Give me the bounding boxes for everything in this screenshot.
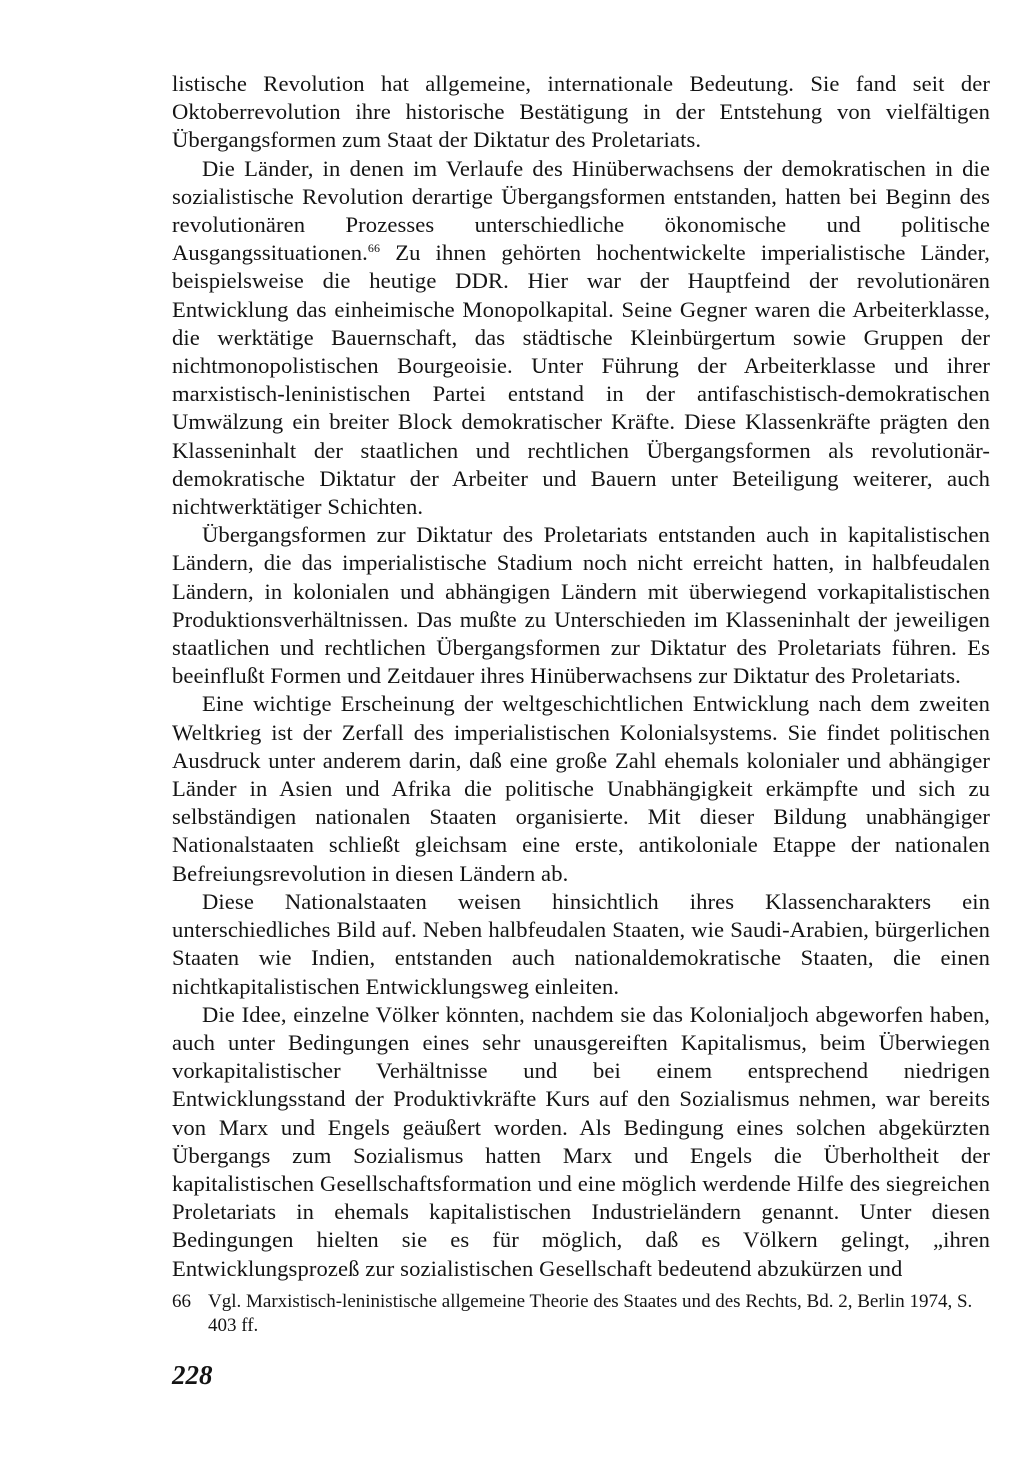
paragraph-4: Eine wichtige Erscheinung der weltgeschichtlichen Entwicklung nach dem zweiten Weltkrieg ist der Zerfall des imperialistischen Kolonialsystems. Sie findet politischen Ausdruck unter anderem darin, daß eine große Zahl ehemals kolonialer und abhängiger Länder in Asien und Afrika die politische Unabhängigkeit erkämpfte und sich zu selbständigen nationalen Staaten organisierte. Mit dieser Bildung unabhängiger Nationalstaaten schließt gleichsam eine erste, antikoloniale Etappe der nationalen Befreiungsrevolution in diesen Ländern ab. <box>172 691 990 886</box>
paragraph-6: Die Idee, einzelne Völker könnten, nachdem sie das Kolonialjoch abgeworfen haben, auch unter Bedingungen eines sehr unausgereiften Kapitalismus, beim Überwiegen vorkapitalistischer Verhältnisse und bei einem entsprechend niedrigen Entwicklungsstand der Produktivkräfte Kurs auf den Sozialismus nehmen, war bereits von Marx und Engels geäußert worden. Als Bedingung eines solchen abgekürzten Übergangs zum Sozialismus hatten Marx und Engels die Überholtheit der kapitalistischen Gesellschaftsformation und eine möglich werdende Hilfe des siegreichen Proletariats in ehemals kapitalistischen Industrieländern genannt. Unter diesen Bedingungen hielten sie es für möglich, daß es Völkern gelingt, „ihren Entwicklungsprozeß zur sozialistischen Gesellschaft bedeutend abzukürzen und <box>172 1001 990 1281</box>
paragraph-2-text-a: Die Länder, in denen im Verlaufe des Hinüberwachsens der demokratischen in die sozialistische Revolution derartige Übergangsformen entstanden, hatten bei Beginn des revolutionären Prozesses unterschiedliche ökonomische und politische Ausgangssituationen. <box>172 155 990 266</box>
paragraph-1: listische Revolution hat allgemeine, internationale Bedeutung. Sie fand seit der Oktoberrevolution ihre historische Bestätigung in der Entstehung von vielfältigen Übergangsformen zum Staat der Diktatur des Proletariats. <box>172 71 990 153</box>
footnote-text: Vgl. Marxistisch-leninistische allgemeine Theorie des Staates und des Rechts, Bd. 2, Berlin 1974, S. 403 ff. <box>208 1291 973 1336</box>
footnote-number: 66 <box>172 1291 191 1312</box>
page-body <box>172 70 990 1283</box>
paragraph-5: Diese Nationalstaaten weisen hinsichtlich ihres Klassencharakters ein unterschiedliches Bild auf. Neben halbfeudalen Staaten, wie Saudi-Arabien, bürgerlichen Staaten wie Indien, entstanden auch nationaldemokratische Staaten, die einen nichtkapitalistischen Entwicklungsweg einleiten. <box>172 888 990 999</box>
paragraph-2-text-b: Zu ihnen gehörten hochentwickelte imperialistische Länder, beispielsweise die heutige DDR. Hier war der Hauptfeind der revolutionären Entwicklung das einheimische Monopolkapital. Seine Gegner waren die Arbeiterklasse, die werktätige Bauernschaft, das städtische Kleinbürgertum sowie Gruppen der nichtmonopolistischen Bourgeoisie. Unter Führung der Arbeiterklasse und ihrer marxistisch-leninistischen Partei entstand in der antifaschistisch-demokratischen Umwälzung ein breiter Block demokratischer Kräfte. Diese Klassenkräfte prägten den Klasseninhalt der staatlichen und rechtlichen Übergangsformen als revolutionär-demokratische Diktatur der Arbeiter und Bauern unter Beteiligung weiterer, auch nichtwerktätiger Schichten. <box>172 240 990 520</box>
footnote-reference: 66 <box>367 241 381 256</box>
page-number: 228 <box>172 1360 213 1390</box>
paragraph-2 <box>172 155 990 522</box>
paragraph-3: Übergangsformen zur Diktatur des Proletariats entstanden auch in kapitalistischen Ländern, die das imperialistische Stadium noch nicht erreicht hatten, in halbfeudalen Ländern, in kolonialen und abhängigen Ländern mit überwiegend vorkapitalistischen Produktionsverhältnissen. Das mußte zu Unterschieden im Klasseninhalt der jeweiligen staatlichen und rechtlichen Übergangsformen zur Diktatur des Proletariats führen. Es beeinflußt Formen und Zeitdauer ihres Hinüberwachsens zur Diktatur des Proletariats. <box>172 522 990 689</box>
footnote <box>172 1290 990 1338</box>
